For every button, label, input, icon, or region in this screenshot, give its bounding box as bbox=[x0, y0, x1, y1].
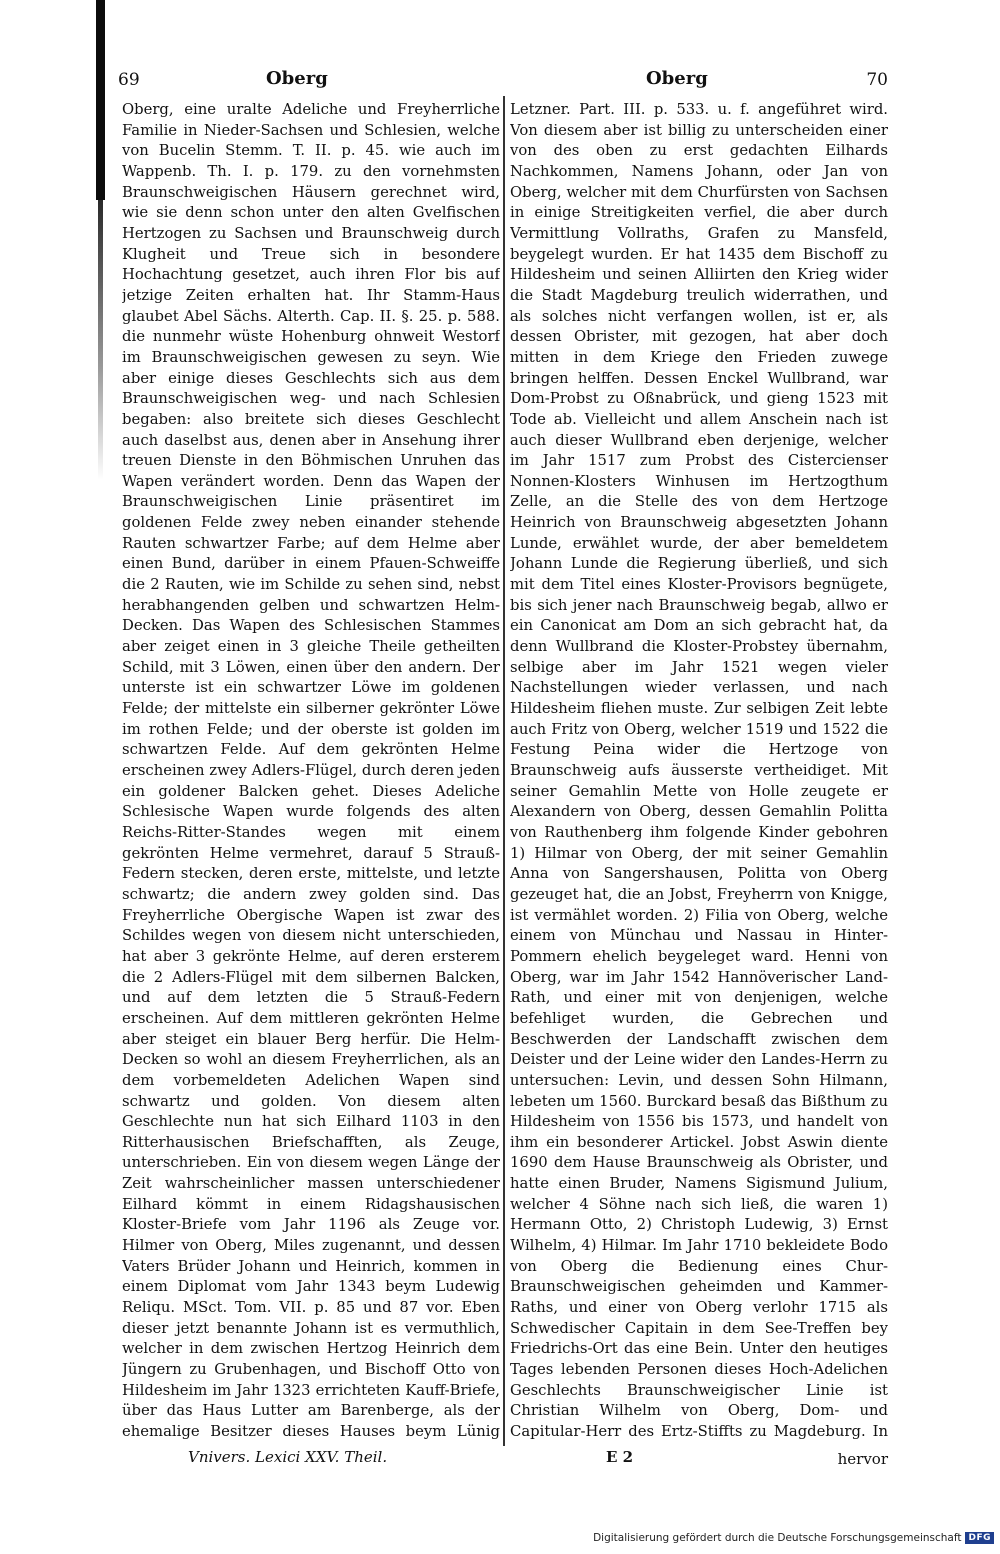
page-header bbox=[118, 68, 888, 92]
binding-shadow bbox=[98, 200, 103, 480]
sheet-signature: E 2 bbox=[606, 1448, 634, 1466]
page-number-right: 70 bbox=[866, 70, 888, 90]
column-divider bbox=[503, 96, 505, 1446]
catchword: hervor bbox=[837, 1450, 888, 1468]
dfg-logo-icon: DFG bbox=[965, 1532, 994, 1544]
text-column-right bbox=[510, 100, 888, 1442]
signature-line: Vnivers. Lexici XXV. Theil. bbox=[188, 1448, 388, 1466]
running-head-left: Oberg bbox=[266, 68, 328, 89]
running-head-right: Oberg bbox=[646, 68, 708, 89]
left-column-paragraph: Oberg, eine uralte Adeliche und Freyherrliche Familie in Nieder-Sachsen und Schlesien, welche von Bucelin Stemm. T. II. p. 45. wie auch im Wappenb. Th. I. p. 179. zu den vornehmsten Braunschweigischen Häusern gerechnet wird, wie sie denn schon unter den alten Gvelfischen Hertzogen zu Sachsen und Braunschweig durch Klugheit und Treue sich in besondere Hochachtung gesetzet, auch ihren Flor bis auf jetzige Zeiten erhalten hat. Ihr Stamm-Haus glaubet Abel Sächs. Alterth. Cap. II. §. 25. p. 588. die nunmehr wüste Hohenburg ohnweit Westorf im Braunschweigischen gewesen zu seyn. Wie aber einige dieses Geschlechts sich aus dem Braunschweigischen weg- und nach Schlesien begaben: also breitete sich dieses Geschlecht auch daselbst aus, denen aber in Ansehung ihrer treuen Dienste in den Böhmischen Unruhen das Wapen verändert worden. Denn das Wapen der Braunschweigischen Linie präsentiret im goldenen Felde zwey neben einander stehende Rauten schwartzer Farbe; auf dem Helme aber einen Bund, darüber in einem Pfauen-Schweiffe die 2 Rauten, wie im Schilde zu sehen sind, nebst herabhangenden gelben und schwartzen Helm-Decken. Das Wapen des Schlesischen Stammes aber zeiget einen in 3 gleiche Theile getheilten Schild, mit 3 Löwen, einen über den andern. Der unterste ist ein schwartzer Löwe im goldenen Felde; der mittelste ein silberner gekrönter Löwe im rothen Felde; und der oberste ist golden im schwartzen Felde. Auf dem gekrönten Helme erscheinen zwey Adlers-Flügel, durch deren jeden ein goldener Balcken gehet. Dieses Adeliche Schlesische Wapen wurde folgends des alten Reichs-Ritter-Standes wegen mit einem gekrönten Helme vermehret, darauf 5 Strauß-Federn stecken, deren erste, mittelste, und letzte schwartz; die andern zwey golden sind. Das Freyherrliche Obergische Wapen ist zwar des Schildes wegen von diesem nicht unterschieden, hat aber 3 gekrönte Helme, auf deren ersterem die 2 Adlers-Flügel mit dem silbernen Balcken, und auf dem letzten die 5 Strauß-Federn erscheinen. Auf dem mittleren gekrönten Helme aber steiget ein blauer Berg herfür. Die Helm-Decken so wohl an diesem Freyherrlichen, als an dem vorbemeldeten Adelichen Wapen sind schwartz und golden. Von diesem alten Geschlechte nun hat sich Eilhard 1103 in den Ritterhausischen Briefschafften, als Zeuge, unterschrieben. Ein von diesem wegen Länge der Zeit wahrscheinlicher massen unterschiedener Eilhard kömmt in einem Ridagshausischen Kloster-Briefe vom Jahr 1196 als Zeuge vor. Hilmer von Oberg, Miles zugenannt, und dessen Vaters Brüder Johann und Heinrich, kommen in einem Diplomat vom Jahr 1343 beym Ludewig Reliqu. MSct. Tom. VII. p. 85 und 87 vor. Eben dieser jetzt benannte Johann ist es vermuthlich, welcher in dem zwischen Hertzog Heinrich dem Jüngern zu Grubenhagen, und Bischoff Otto von Hildesheim im Jahr 1323 errichteten Kauff-Briefe, über das Haus Lutter am Barenberge, als der ehemalige Besitzer dieses Hauses beym Lünig bbox=[122, 101, 500, 1440]
funding-credit bbox=[593, 1530, 994, 1546]
funding-credit-text: Digitalisierung gefördert durch die Deutsche Forschungsgemeinschaft bbox=[593, 1532, 962, 1544]
text-column-left bbox=[122, 100, 500, 1442]
right-column-paragraph: Letzner. Part. III. p. 533. u. f. angeführet wird. Von diesem aber ist billig zu unterscheiden einer von des oben zu erst gedachten Eilhards Nachkommen, Namens Johann, oder Jan von Oberg, welcher mit dem Churfürsten von Sachsen in einige Streitigkeiten verfiel, die aber durch Vermittlung Vollraths, Grafen zu Mansfeld, beygelegt wurden. Er hat 1435 dem Bischoff zu Hildesheim und seinen Alliirten den Krieg wider die Stadt Magdeburg treulich widerrathen, und als solches nicht verfangen wollen, ist er, als dessen Obrister, mit gezogen, hat aber doch mitten in dem Kriege den Frieden zuwege bringen helffen. Dessen Enckel Wullbrand, war Dom-Probst zu Oßnabrück, und gieng 1523 mit Tode ab. Vielleicht und allem Anschein nach ist auch dieser Wullbrand eben derjenige, welcher im Jahr 1517 zum Probst des Cistercienser Nonnen-Klosters Winhusen im Hertzogthum Zelle, an die Stelle des von dem Hertzoge Heinrich von Braunschweig abgesetzten Johann Lunde, erwählet wurde, der aber bemeldetem Johann Lunde die Regierung überließ, und sich mit dem Titel eines Kloster-Provisors begnügete, bis sich jener nach Braunschweig begab, allwo er ein Canonicat am Dom an sich gebracht hat, da denn Wullbrand die Kloster-Probstey übernahm, selbige aber im Jahr 1521 wegen vieler Nachstellungen wieder verlassen, und nach Hildesheim fliehen muste. Zur selbigen Zeit lebte auch Fritz von Oberg, welcher 1519 und 1522 die Festung Peina wider die Hertzoge von Braunschweig aufs äusserste vertheidiget. Mit seiner Gemahlin Mette von Holle zeugete er Alexandern von Oberg, dessen Gemahlin Politta von Rauthenberg ihm folgende Kinder gebohren 1) Hilmar von Oberg, der mit seiner Gemahlin Anna von Sangershausen, Politta von Oberg gezeuget hat, die an Jobst, Freyherrn von Knigge, ist vermählet worden. 2) Filia von Oberg, welche einem von Münchau und Nassau in Hinter-Pommern ehelich beygeleget ward. Henni von Oberg, war im Jahr 1542 Hannöverischer Land-Rath, und einer mit von denjenigen, welche befehliget wurden, die Gebrechen und Beschwerden der Landschafft zwischen dem Deister und der Leine wider den Landes-Herrn zu untersuchen: Levin, und dessen Sohn Hilmann, lebeten um 1560. Burckard besaß das Bißthum zu Hildesheim von 1556 bis 1573, und handelt von ihm ein besonderer Artickel. Jobst Aswin diente 1690 dem Hause Braunschweig als Obrister, und hatte einen Bruder, Namens Sigismund Julium, welcher 4 Söhne nach sich ließ, die waren 1) Hermann Otto, 2) Christoph Ludewig, 3) Ernst Wilhelm, 4) Hilmar. Im Jahr 1710 bekleidete Bodo von Oberg die Bedienung eines Chur-Braunschweigischen geheimden und Kammer-Raths, und einer von Oberg verlohr 1715 als Schwedischer Capitain in dem See-Treffen bey Friedrichs-Ort das eine Bein. Unter den heutiges Tages lebenden Personen dieses Hoch-Adelichen Geschlechts Braunschweigischer Linie ist Christian Wilhelm von Oberg, Dom- und Capitular-Herr des Ertz-Stiffts zu Magdeburg. In bbox=[510, 101, 888, 1440]
page-footer bbox=[118, 1448, 888, 1470]
binding-edge bbox=[96, 0, 105, 200]
page-number-left: 69 bbox=[118, 70, 140, 90]
